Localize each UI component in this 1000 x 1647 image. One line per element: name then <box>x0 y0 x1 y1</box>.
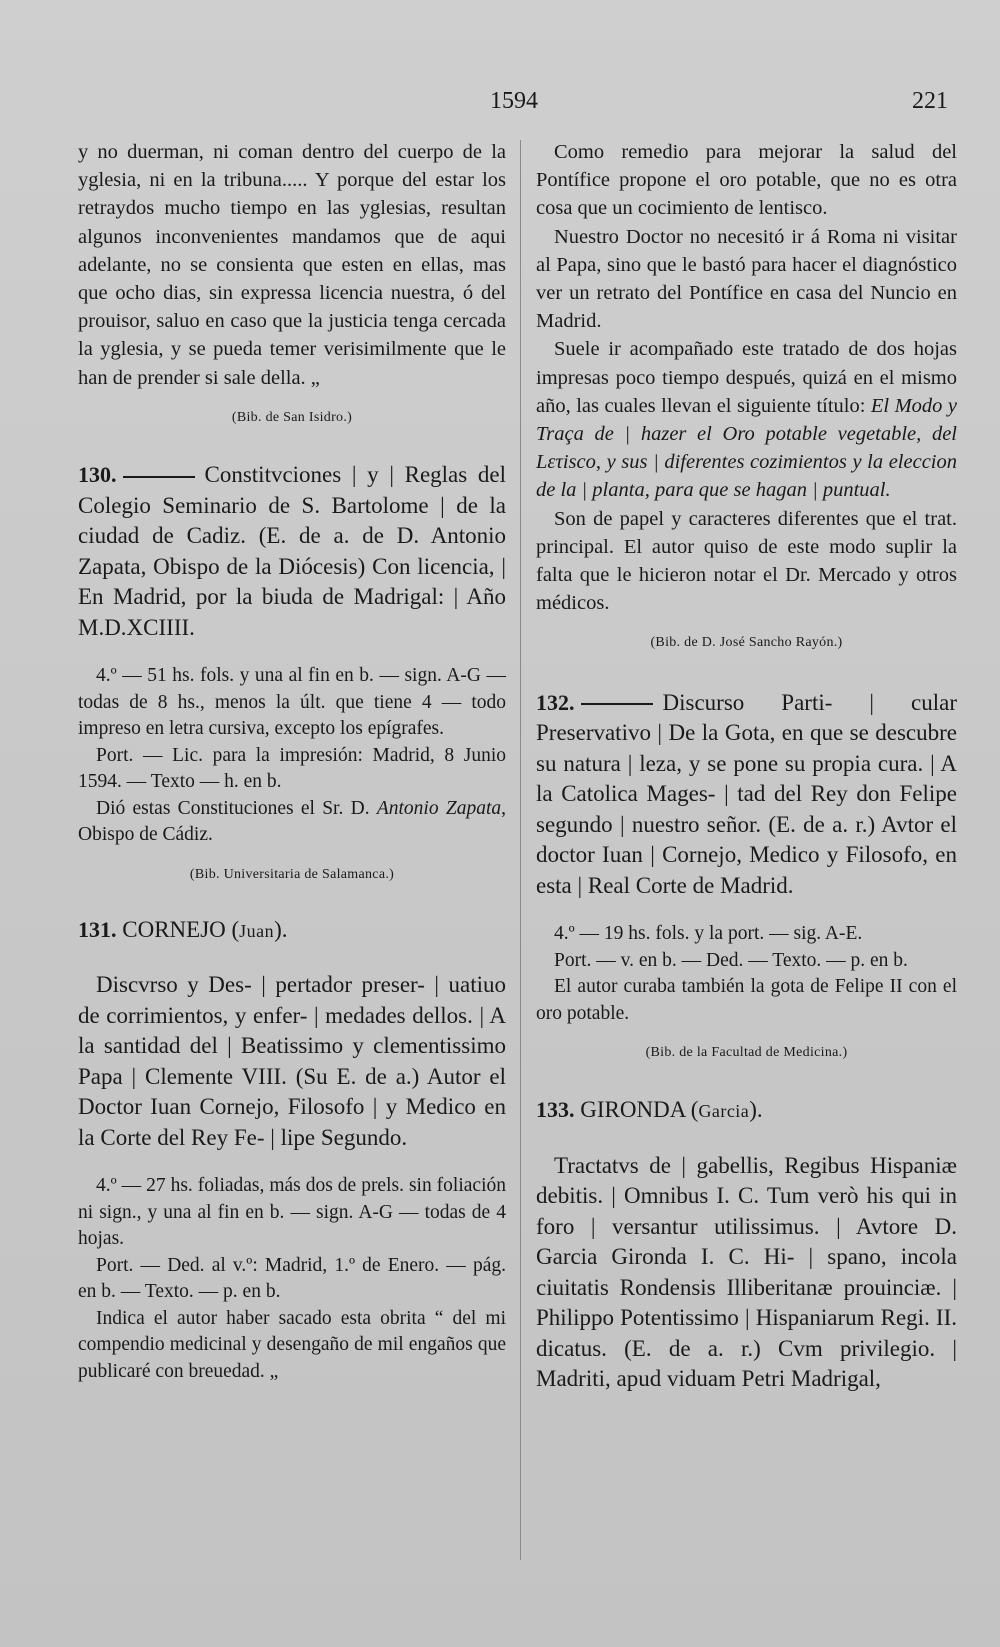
note: El autor curaba también la gota de Felipe II con el oro potable. <box>536 976 957 1024</box>
entry-133 <box>536 1095 957 1395</box>
author-name: CORNEJO ( <box>122 916 240 942</box>
author-close: ). <box>749 1097 763 1123</box>
entry-number: 133. <box>536 1097 575 1123</box>
author-given-name: Juan <box>239 920 275 941</box>
entry-title-text: Discvrso y Des- | pertador preser- | uatiuo de corrimientos, y enfer- | medades dellos. | A la santidad del | Beatissimo y clementissimo Papa | Clemente VIII. (Su E. de a.) Autor el Doctor Iuan Cornejo, Filosofo | y Medico en la Corte del Rey Fe- | lipe Segundo. <box>78 972 506 1150</box>
entry-details <box>536 921 957 1027</box>
collation: 4.º — 27 hs. foliadas, más dos de prels. sin foliación ni sign., y una al fin en b. — sign. A-G — todas de 4 hojas. <box>78 1175 506 1250</box>
right-column <box>536 138 957 1395</box>
dash-rule <box>581 703 653 705</box>
source-note: (Bib. de D. José Sancho Rayón.) <box>650 635 843 651</box>
entry-number: 131. <box>78 916 117 942</box>
paragraph-text: Suele ir acompañado este tratado de dos hojas impresas poco tiempo después, quizá en el mismo año, las cuales llevan el siguiente título: <box>536 338 957 417</box>
note <box>78 796 506 849</box>
quoted-title: El Modo y Traça de | hazer el Oro potable vegetable, del Lετisco, y sus | diferentes cozimientos y la eleccion de la | planta, para que se hagan | puntual. <box>536 394 957 502</box>
author-close: ). <box>274 916 288 942</box>
contents: Port. — Ded. al v.º: Madrid, 1.º de Enero. — pág. en b. — Texto. — p. en b. <box>78 1254 506 1303</box>
continued-text: y no duerman, ni coman dentro del cuerpo de la yglesia, ni en la tribuna..... Y porque del estar los retraydos mucho tiempo en las yglesias, resultan algunos inconvenientes mandamos que de aqui adelante, no se consienta que esten en ellas, mas que ocho dias, sin expressa licencia nuestra, ó del prouisor, saluo en caso que la justicia tenga cercada la yglesia, y se pueda temer verisimilmente que le han de prender si sale della. „ <box>78 141 506 389</box>
left-column <box>78 138 506 1385</box>
author-name: GIRONDA ( <box>580 1097 699 1123</box>
paragraph <box>536 335 957 504</box>
entry-number: 130. <box>78 462 117 488</box>
entry-number: 132. <box>536 689 575 715</box>
note-italic: Antonio Zapata <box>376 797 502 819</box>
entry-details <box>78 663 506 849</box>
entry-title-text: Tractatvs de | gabellis, Regibus Hispaniæ debitis. | Omnibus I. C. Tum verò his qui in foro | versantur utilissimus. | Avtore D. Garcia Gironda I. C. Hi- | spano, incola ciuitatis Rondensis Illiberitanæ prouinciæ. | Philippo Potentissimo | Hispaniarum Regi. II. dicatus. (E. de a. r.) Cvm privilegio. | Madriti, apud viduam Petri Madrigal, <box>536 1152 957 1392</box>
paragraph: Son de papel y caracteres diferentes que el trat. principal. El autor quiso de este modo suplir la falta que le hicieron notar el Dr. Mercado y otros médicos. <box>536 507 957 615</box>
entry-131 <box>78 915 506 1386</box>
entry-title-text: Constitvciones | y | Reglas del Colegio Seminario de S. Bartolome | de la ciudad de Cadiz. (E. de a. de D. Antonio Zapata, Obispo de la Diócesis) Con licencia, | En Madrid, por la biuda de Madrigal: | Año M.D.XCIIII. <box>78 462 506 640</box>
author-given-name: Garcia <box>698 1101 750 1122</box>
entry-132 <box>536 688 957 1068</box>
source-note: (Bib. de la Facultad de Medicina.) <box>645 1045 848 1061</box>
dash-rule <box>123 476 195 478</box>
entry-title <box>536 688 957 902</box>
collation: 4.º — 51 hs. fols. y una al fin en b. — sign. A-G — todas de 8 hs., menos la últ. que tiene 4 — todo impreso en letra cursiva, excepto los epígrafes. <box>78 665 506 740</box>
note-text-end: , Obispo de Cádiz. <box>78 797 506 846</box>
contents: Port. — Lic. para la impresión: Madrid, 8 Junio 1594. — Texto — h. en b. <box>78 744 506 793</box>
running-year: 1594 <box>490 88 538 114</box>
entry-130 <box>78 460 506 889</box>
contents: Port. — v. en b. — Ded. — Texto. — p. en b. <box>554 949 908 971</box>
entry-details <box>78 1173 506 1385</box>
paragraph: Como remedio para mejorar la salud del Pontífice propone el oro potable, que no es otra cosa que un cocimiento de lentisco. <box>536 141 957 220</box>
source-note: (Bib. de San Isidro.) <box>231 409 353 425</box>
collation: 4.º — 19 hs. fols. y la port. — sig. A-E. <box>554 923 863 945</box>
note: Indica el autor haber sacado esta obrita “ del mi compendio medicinal y desengaño de mil engaños que publicaré con breuedad. „ <box>78 1307 506 1382</box>
source-note: (Bib. Universitaria de Salamanca.) <box>189 866 395 882</box>
note-text: Dió estas Constituciones el Sr. D. <box>96 797 377 819</box>
column-divider <box>520 140 521 1560</box>
entry-title-text: Discurso Parti- | cular Preservativo | De la Gota, en que se descubre su natura | leza, y se pone su propia cura. | A la Catolica Mages- | tad del Rey don Felipe segundo | nuestro señor. (E. de a. r.) Avtor el doctor Iuan | Cornejo, Medico y Filosofo, en esta | Real Corte de Madrid. <box>536 689 957 898</box>
entry-author <box>78 915 506 947</box>
paragraph: Nuestro Doctor no necesitó ir á Roma ni visitar al Papa, sino que le bastó para hacer el diagnóstico ver un retrato del Pontífice en casa del Nuncio en Madrid. <box>536 225 957 333</box>
page-number: 221 <box>912 88 948 114</box>
entry-author <box>536 1095 957 1127</box>
page-header <box>0 88 1000 128</box>
entry-title <box>78 460 506 643</box>
